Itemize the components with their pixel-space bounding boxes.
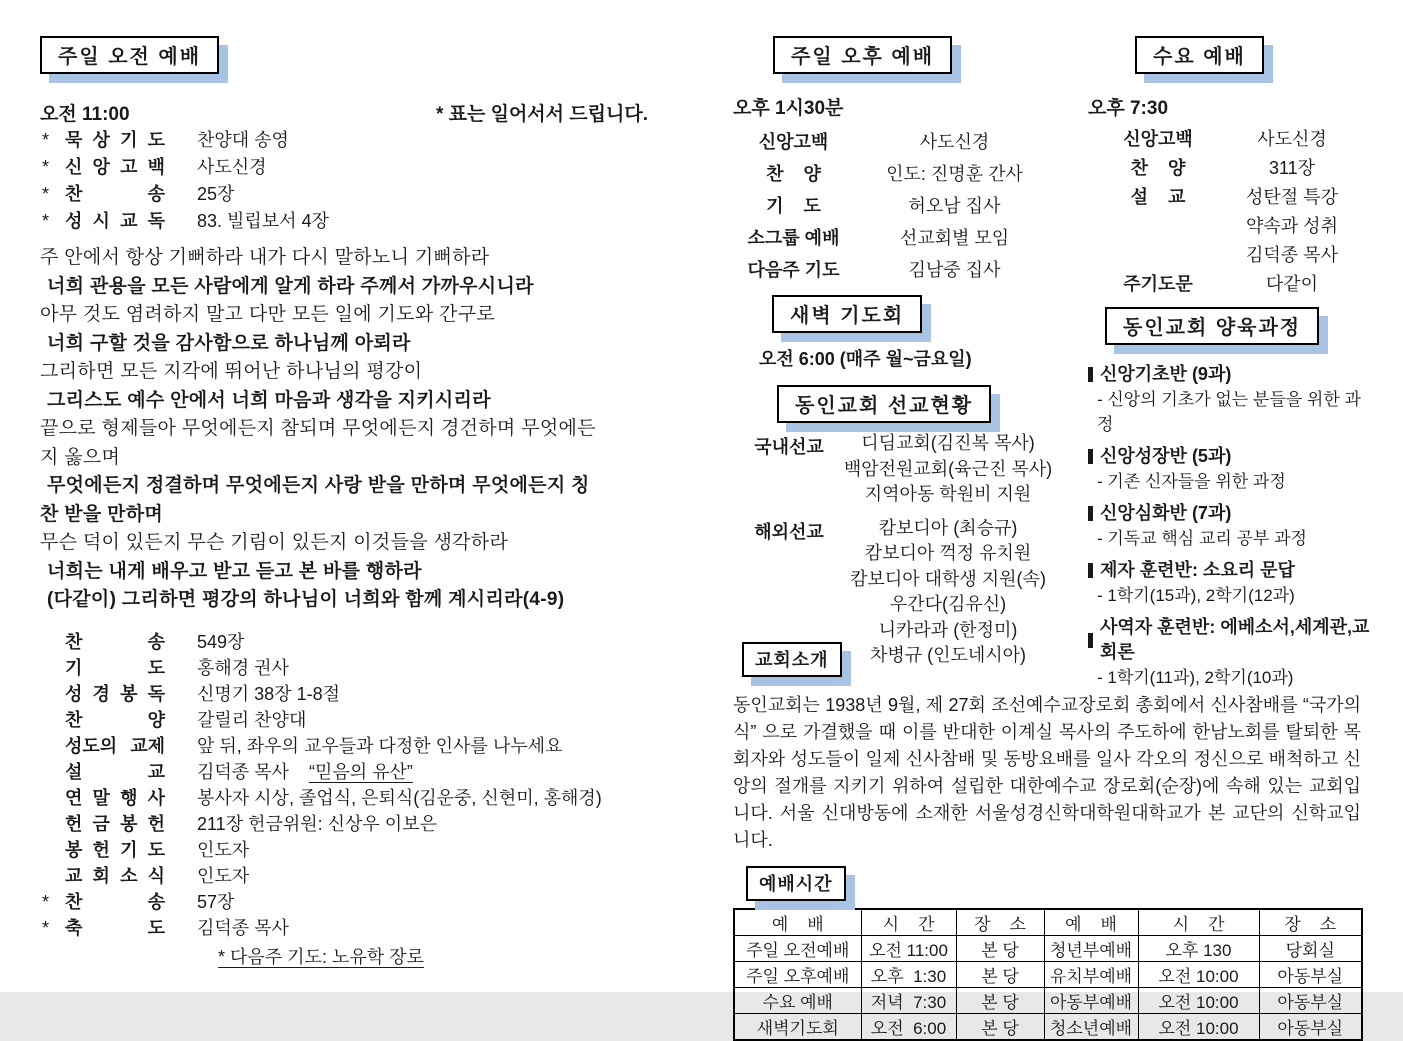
order-label: 묵 상 기 도 [65,130,165,150]
schedule-row [734,1014,1362,1041]
education-item-desc: - 기독교 핵심 교리 공부 과정 [1097,529,1307,548]
bullet-bar-icon [1088,506,1093,521]
education-item-title: 제자 훈련반: 소요리 문답 [1100,560,1295,580]
order-label: 기 도 [65,657,165,678]
mission-line: 니카라과 (한정미) [878,619,1018,640]
section-sunday-morning-worship [40,36,652,970]
schedule-cell: 수요 예배 [734,988,861,1014]
order-label: 찬 송 [65,631,165,652]
sunday-morning-title-box [40,36,219,74]
wednesday-title-box [1135,36,1264,74]
scripture-line: 그리스도 예수 안에서 너희 마음과 생각을 지키시리라 [47,389,491,411]
order-label: 신 앙 고 백 [65,157,165,177]
order-row [40,127,652,154]
order-value: 사도신경 [197,157,267,177]
schedule-cell: 오전 10:00 [1138,1014,1259,1041]
schedule-cell: 청소년예배 [1044,1014,1138,1041]
worship-schedule-title-box [746,866,846,901]
order-label: 신앙고백 [758,132,829,152]
bullet-bar-icon [1088,449,1093,464]
order-label: 찬 송 [65,891,165,912]
schedule-cell: 오전 6:00 [861,1014,956,1041]
mission-label: 국내선교 [754,437,824,457]
schedule-header-cell: 예 배 [1044,909,1138,936]
order-value: 인도자 [197,865,250,886]
education-item [1088,558,1370,608]
order-value: 홍해경 권사 [197,657,289,678]
schedule-cell: 오후 130 [1138,936,1259,962]
order-row [40,208,652,235]
schedule-cell: 오전 10:00 [1138,988,1259,1014]
preacher-name: 김덕종 목사 [197,761,289,782]
morning-order-of-worship-bottom [40,629,652,941]
education-item [1088,362,1370,437]
order-value: 사도신경 [1257,129,1327,149]
mission-line: 캄보디아 (최승규) [878,517,1018,538]
section-title: 수요 예배 [1153,46,1246,68]
scripture-line: (다같이) 그리하면 평강의 하나님이 너희와 함께 계시리라(4-9) [47,589,565,610]
schedule-cell: 청년부예배 [1044,936,1138,962]
education-items [1088,362,1370,690]
mission-line: 백암전원교회(육근진 목사) [843,458,1053,479]
schedule-cell: 본 당 [956,988,1044,1014]
schedule-cell: 당회실 [1259,936,1362,962]
order-row [40,785,652,811]
section-title: 예배시간 [759,874,833,894]
order-label: 봉 헌 기 도 [65,839,165,860]
morning-time-row [40,99,652,126]
worship-schedule-table [733,908,1363,1041]
morning-order-of-worship-top [40,127,652,235]
scripture-line: 무엇에든지 정결하며 무엇에든지 사랑 받을 만하며 무엇에든지 칭 [47,475,590,496]
next-week-prayer-note [40,944,652,970]
schedule-row [734,936,1362,962]
stand-asterisk: * [42,157,50,177]
wednesday-worship-time: 오후 7:30 [1088,98,1169,119]
order-row [40,681,652,707]
education-item-title: 신앙심화반 (7과) [1100,503,1232,523]
order-row [1088,187,1370,207]
afternoon-worship-time: 오후 1시30분 [733,98,844,119]
order-value: 김남중 집사 [908,260,1001,280]
schedule-cell: 오후 1:30 [861,962,956,988]
schedule-header-cell: 예 배 [734,909,861,936]
order-label: 찬 양 [766,164,821,184]
order-label: 신앙고백 [1123,129,1193,149]
wednesday-order-of-worship [1088,129,1370,294]
order-row-sermon [40,759,652,785]
order-value: 549장 [197,631,245,652]
mission-lines [833,431,1063,508]
next-week-prayer-text: * 다음주 기도: 노유학 장로 [218,946,424,967]
schedule-cell: 유치부예배 [1044,962,1138,988]
church-intro-paragraph: 동인교회는 1938년 9월, 제 27회 조선예수교장로회 총회에서 신사참배를 “국가의식” 으로 가결했을 때 이를 반대한 이계실 목사의 주도하에 한남노회를 탈퇴한 목회자와 성도들이 일제 신사참배 및 동방요배를 일사 각오의 정신으로 배척하고 신앙의 절개를 지키기 위하여 설립한 대한예수교 장로회(순장)에 속해 있는 교회입니다. 서울 신대방동에 소재한 서울성경신학대학원대학교가 본 교단의 신학교입니다. [733,695,1361,850]
section-right-column [1088,36,1370,697]
order-row [733,260,1063,280]
mission-line: 디딤교회(김진복 목사) [861,433,1035,453]
mission-status [777,385,1063,423]
schedule-header-cell: 장 소 [956,909,1044,936]
order-row [40,837,652,863]
education-item [1088,444,1370,494]
domestic-mission-row [733,431,1063,508]
order-row [40,154,652,181]
order-label: 헌 금 봉 헌 [65,813,165,834]
order-value: 김덕종 목사 [197,917,289,938]
stand-asterisk: * [42,891,50,912]
education-item-title: 신앙성장반 (5과) [1100,446,1232,466]
bullet-bar-icon [1088,367,1093,382]
order-label: 찬 송 [65,184,165,204]
order-row [1088,216,1370,236]
order-value: 83. 빌립보서 4장 [197,211,329,231]
education-title-box [1105,307,1319,345]
order-row [40,863,652,889]
order-value: 인도: 진명훈 간사 [886,164,1023,184]
order-label: 연 말 행 사 [65,787,165,808]
sunday-afternoon-title-box [773,36,952,74]
schedule-cell: 본 당 [956,962,1044,988]
mission-line: 우간다(김유신) [889,594,1007,614]
mission-label: 해외선교 [754,521,824,542]
order-row [733,132,1063,152]
section-title: 주일 오후 예배 [791,46,935,68]
dawn-prayer-title-box [772,295,922,333]
worship-time: 오전 11:00 [40,104,130,125]
schedule-cell: 저녁 7:30 [861,988,956,1014]
scripture-line: 그리하면 모든 지각에 뛰어난 하나님의 평강이 [40,361,423,382]
order-row [40,889,652,915]
order-row [40,733,652,759]
order-value: 봉사자 시상, 졸업식, 은퇴식(김운중, 신현미, 홍해경) [197,787,602,808]
order-row [40,915,652,941]
scripture-line: 아무 것도 염려하지 말고 다만 모든 일에 기도와 간구로 [40,304,496,325]
order-value: 다같이 [1265,274,1319,294]
mission-line: 차병규 (인도네시아) [869,645,1027,665]
church-intro [742,642,1361,677]
schedule-header-cell: 시 간 [861,909,956,936]
stand-asterisk: * [42,184,50,204]
mission-line: 캄보디아 꺽정 유치원 [864,543,1032,563]
section-title: 교회소개 [755,650,829,670]
order-row [1088,129,1370,149]
bullet-bar-icon [1088,563,1093,578]
education-item-name [1088,501,1370,526]
dawn-prayer-meeting [772,295,1063,333]
order-value: 찬양대 송영 [197,130,289,150]
section-title: 동인교회 양육과정 [1123,317,1302,339]
order-label: 기 도 [766,196,821,216]
schedule-row [734,962,1362,988]
schedule-header-cell: 시 간 [1138,909,1259,936]
education-item [1088,501,1370,551]
mission-line: 캄보디아 대학생 지원(속) [850,568,1046,589]
education-item-title: 신앙기초반 (9과) [1100,364,1232,384]
worship-schedule [746,866,1361,901]
education-item-desc: - 기존 신자들을 위한 과정 [1097,472,1286,491]
scripture-line: 너희 관용을 모든 사람에게 알게 하라 주께서 가까우시니라 [47,275,534,297]
schedule-cell: 오전 11:00 [861,936,956,962]
schedule-cell: 새벽기도회 [734,1014,861,1041]
scripture-line: 너희는 내게 배우고 받고 듣고 본 바를 행하라 [47,560,422,582]
order-row [40,629,652,655]
order-row [733,164,1063,184]
order-row [1088,158,1370,178]
stand-asterisk: * [42,130,50,150]
order-label: 찬 양 [1130,158,1186,178]
order-value: 57장 [197,891,235,912]
order-value: 갈릴리 찬양대 [197,709,307,730]
afternoon-order-of-worship [733,132,1063,280]
education-item-title: 사역자 훈련반: 에베소서,세계관,교회론 [1100,617,1370,662]
schedule-cell: 주일 오후예배 [734,962,861,988]
scripture-line: 주 안에서 항상 기뻐하라 내가 다시 말하노니 기뻐하라 [40,247,490,268]
scripture-line: 끝으로 형제들아 무엇에든지 참되며 무엇에든지 경건하며 무엇에든 [40,418,596,439]
schedule-header-row [734,909,1362,936]
education-item-name [1088,444,1370,469]
schedule-cell: 본 당 [956,936,1044,962]
scripture-line: 무슨 덕이 있든지 무슨 기림이 있든지 이것들을 생각하라 [40,532,509,553]
sermon-title: “믿음의 유산” [308,761,413,782]
order-value: 311장 [1268,158,1316,178]
order-value: 김덕종 목사 [1246,245,1338,265]
schedule-cell: 아동부실 [1259,962,1362,988]
education-course [1105,307,1370,345]
section-title: 주일 오전 예배 [58,46,202,68]
order-row [733,228,1063,248]
order-value: 허오남 집사 [908,196,1001,216]
order-label: 설 교 [65,761,165,782]
wednesday-worship [1135,36,1370,74]
education-item-name [1088,362,1370,387]
order-value: 앞 뒤, 좌우의 교우들과 다정한 인사를 나누세요 [197,735,563,756]
mission-line: 지역아동 학원비 지원 [864,484,1032,504]
education-item-name [1088,558,1370,583]
schedule-cell: 오전 10:00 [1138,962,1259,988]
order-label: 주기도문 [1123,274,1193,294]
schedule-cell: 주일 오전예배 [734,936,861,962]
order-value [197,759,652,785]
stand-asterisk: * [42,917,50,938]
section-middle-column [733,36,1063,669]
order-value: 선교회별 모임 [899,228,1010,248]
schedule-header-cell: 장 소 [1259,909,1362,936]
order-label: 다음주 기도 [747,260,840,280]
sunday-afternoon-worship [773,36,1063,74]
order-row [733,196,1063,216]
stand-asterisk: * [42,211,50,231]
order-value: 약속과 성취 [1246,216,1338,236]
dawn-prayer-time: 오전 6:00 (매주 월~금요일) [759,349,972,369]
education-item-desc: - 1학기(11과), 2학기(10과) [1097,668,1294,687]
section-title: 새벽 기도회 [790,305,905,327]
order-value: 인도자 [197,839,250,860]
section-bottom-right [733,642,1361,1041]
order-row [40,181,652,208]
mission-status-title-box [777,385,991,423]
schedule-cell: 본 당 [956,1014,1044,1041]
order-label: 성 시 교 독 [65,211,165,231]
order-row [40,655,652,681]
order-label: 소그룹 예배 [747,228,840,248]
order-label: 찬 양 [65,709,165,730]
order-row [40,811,652,837]
order-value: 사도신경 [919,132,990,152]
scripture-line: 지 옳으며 [40,446,121,468]
schedule-cell: 아동부예배 [1044,988,1138,1014]
order-label: 교 회 소 식 [65,865,165,886]
education-item-desc: - 신앙의 기초가 없는 분들을 위한 과정 [1097,390,1361,434]
church-intro-title-box [742,642,842,677]
order-row [1088,245,1370,265]
education-item-desc: - 1학기(15과), 2학기(12과) [1097,586,1295,605]
order-value: 25장 [197,184,235,204]
scripture-line: 찬 받을 만하며 [40,503,164,525]
order-label: 성 경 봉 독 [65,683,165,704]
scripture-line: 너희 구할 것을 감사함으로 하나님께 아뢰라 [47,332,411,354]
order-label: 축 도 [65,917,165,938]
order-value: 성탄절 특강 [1246,187,1338,207]
section-title: 동인교회 선교현황 [795,395,974,417]
order-label: 설 교 [1130,187,1186,207]
order-row [40,707,652,733]
schedule-row [734,988,1362,1014]
order-value: 211장 헌금위원: 신상우 이보은 [197,813,437,834]
order-row [1088,274,1370,294]
responsive-reading-passage [40,244,652,615]
schedule-cell: 아동부실 [1259,988,1362,1014]
order-value: 신명기 38장 1-8절 [197,683,340,704]
order-label: 성도의 교제 [65,735,165,756]
schedule-cell: 아동부실 [1259,1014,1362,1041]
stand-note: * 표는 일어서서 드립니다. [435,104,648,125]
